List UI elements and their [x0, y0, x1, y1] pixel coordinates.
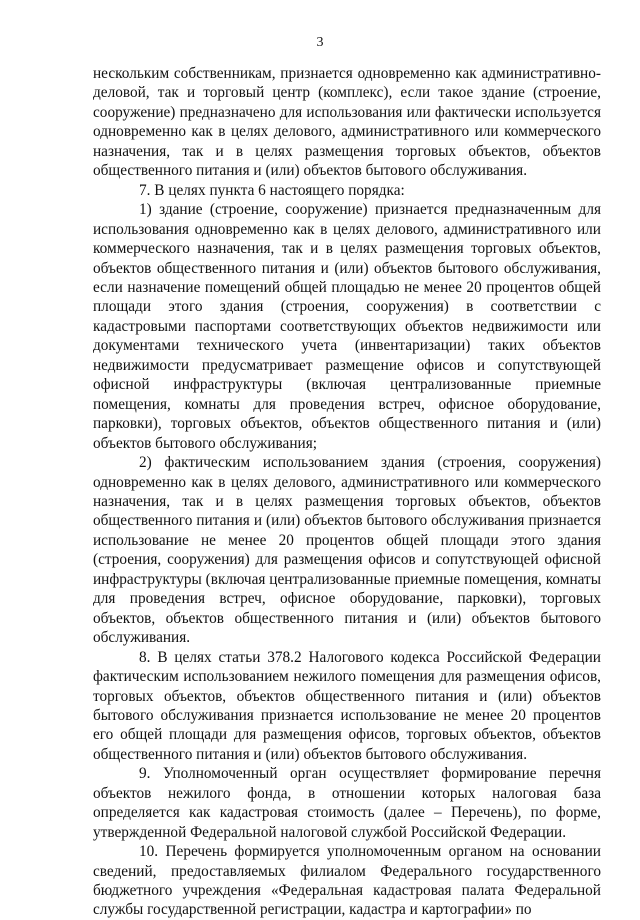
- paragraph-subitem-2: 2) фактическим использованием здания (строения, сооружения) одновременно как в целях делового, административного или коммерческого назначения, так и в целях размещения торговых объектов, объектов общественного питания и (или) объектов бытового обслуживания признается использование не менее 20 процентов общей площади этого здания (строения, сооружения) для размещения офисов и сопутствующей офисной инфраструктуры (включая централизованные приемные помещения, комнаты для проведения встреч, офисное оборудование, парковки), торговых объектов, объектов общественного питания и (или) объектов бытового обслуживания.: [93, 454, 601, 647]
- page-number: 3: [316, 35, 324, 50]
- paragraph-item-8: 8. В целях статьи 378.2 Налогового кодекса Российской Федерации фактическим использованием нежилого помещения для размещения офисов, торговых объектов, объектов общественного питания и (или) объектов бытового обслуживания признается использование не менее 20 процентов его общей площади для размещения офисов, торговых объектов, объектов общественного питания и (или) объектов бытового обслуживания.: [93, 648, 601, 763]
- paragraph-item-7: 7. В целях пункта 6 настоящего порядка:: [139, 181, 405, 199]
- paragraph-item-9: 9. Уполномоченный орган осуществляет формирование перечня объектов нежилого фонда, в отношении которых налоговая база определяется как кадастровая стоимость (далее – Перечень), по форме, утвержденной Федеральной налоговой службой Российской Федерации.: [93, 765, 601, 841]
- document-body: [93, 64, 601, 920]
- paragraph-continuation: нескольким собственникам, признается одновременно как административно-деловой, так и торговый центр (комплекс), если такое здание (строение, сооружение) предназначено для использования или фактически используется одновременно как в целях делового, административного или коммерческого назначения, так и в целях размещения торговых объектов, объектов общественного питания и (или) объектов бытового обслуживания.: [93, 65, 601, 180]
- paragraph-subitem-1: 1) здание (строение, сооружение) признается предназначенным для использования одновременно как в целях делового, административного или коммерческого назначения, так и в целях размещения торговых объектов, объектов общественного питания и (или) объектов бытового обслуживания, если назначение помещений общей площадью не менее 20 процентов общей площади этого здания (строения, сооружения) в соответствии с кадастровыми паспортами соответствующих объектов недвижимости или документами технического учета (инвентаризации) таких объектов недвижимости предусматривает размещение офисов и сопутствующей офисной инфраструктуры (включая централизованные приемные помещения, комнаты для проведения встреч, офисное оборудование, парковки), торговых объектов, объектов общественного питания и (или) объектов бытового обслуживания;: [93, 201, 601, 452]
- paragraph-item-10: 10. Перечень формируется уполномоченным органом на основании сведений, предоставляемых филиалом Федерального государственного бюджетного учреждения «Федеральная кадастровая палата Федеральной службы государственной регистрации, кадастра и картографии» по: [93, 843, 601, 919]
